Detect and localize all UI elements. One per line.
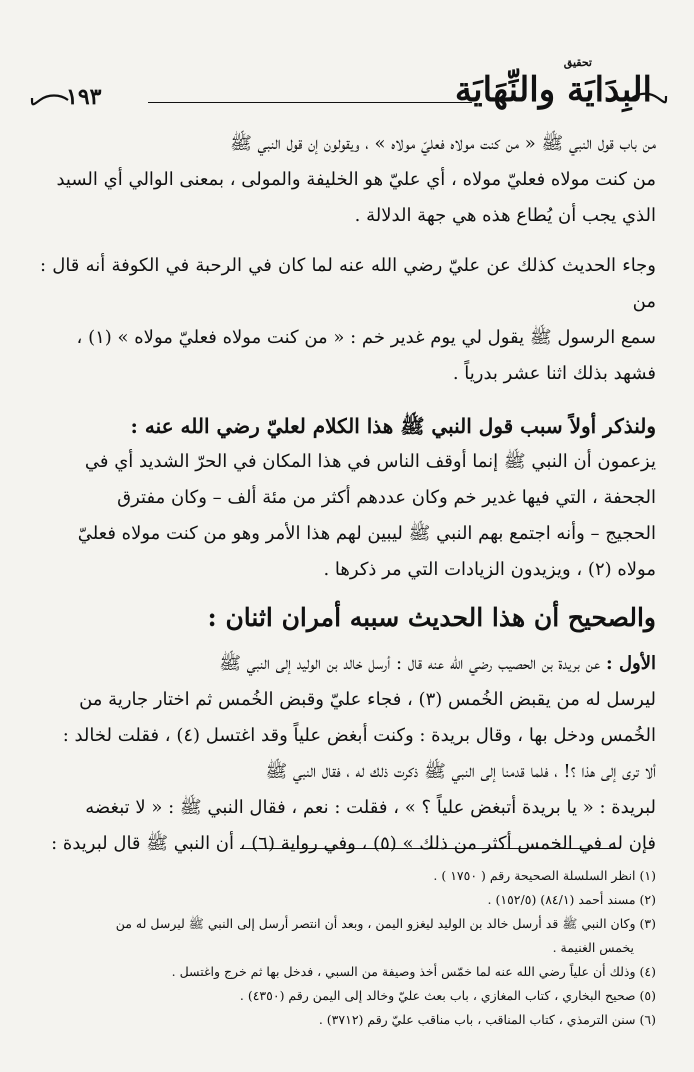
paragraph-3: [40, 444, 656, 588]
header-rule: [148, 102, 472, 103]
line: الجحفة ، التي فيها غدير خم وكان عددهم أكثر من مئة ألف – وكان مفترق: [117, 487, 656, 508]
line: فإن له في الخمس أكثر من ذلك » (٥) ، وفي رواية (٦) ، أن النبي ﷺ قال لبريدة :: [51, 833, 656, 854]
paragraph-4: [40, 646, 656, 862]
footnote-continuation: يخمس الغنيمة .: [552, 940, 634, 955]
book-title: البِدَايَة والنِّهَايَة: [454, 70, 652, 110]
footnote: (٦) سنن الترمذي ، كتاب المناقب ، باب مناقب عليّ رقم (٣٧١٢) .: [318, 1012, 656, 1027]
line: لبريدة : « يا بريدة أتبغض علياً ؟ » ، فقلت : نعم ، فقال النبي ﷺ : « لا تبغضه: [85, 797, 656, 818]
footnote: (٢) مسند أحمد (٨٤/١) (١٥٢/٥) .: [487, 892, 656, 907]
footnote: (٣) وكان النبي ﷺ قد أرسل خالد بن الوليد ليغزو اليمن ، وبعد أن انتصر أرسل إلى النبي ﷺ ليرسل له من: [115, 916, 656, 931]
line: الذي يجب أن يُطاع هذه هي جهة الدلالة .: [354, 205, 656, 226]
line: ألا ترى إلى هذا ؟! ، فلما قدمنا إلى النبي ﷺ ذكرت ذلك له ، فقال النبي ﷺ: [265, 761, 656, 782]
line: سمع الرسول ﷺ يقول لي يوم غدير خم : « من كنت مولاه فعليّ مولاه » (١) ،: [76, 327, 656, 348]
line: مولاه (٢) ، ويزيدون الزيادات التي مر ذكرها .: [323, 559, 656, 580]
line: من باب قول النبي ﷺ « من كنت مولاه فعليّ مولاه » ، ويقولون إن قول النبي ﷺ: [230, 133, 656, 154]
running-header: [30, 56, 662, 126]
line: ليرسل له من يقبض الخُمس (٣) ، فجاء عليّ وقبض الخُمس ثم اختار جارية من: [79, 689, 656, 710]
footnote-separator: [240, 848, 620, 849]
line: الحجيج – وأنه اجتمع بهم النبي ﷺ ليبين لهم هذا الأمر وهو من كنت مولاه فعليّ: [77, 523, 656, 544]
section-heading: ولنذكر أولاً سبب قول النبي ﷺ هذا الكلام لعليّ رضي الله عنه :: [130, 414, 656, 438]
page-number: ١٩٣: [66, 84, 102, 110]
line: فشهد بذلك اثنا عشر بدرياً .: [452, 363, 656, 384]
line: عن بريدة بن الحصيب رضي الله عنه قال : أرسل خالد بن الوليد إلى النبي ﷺ: [219, 653, 601, 674]
paragraph-2: [40, 248, 656, 392]
line: الخُمس ودخل بها ، وقال بريدة : وكنت أبغض علياً وقد اغتسل (٤) ، فقلت لخالد :: [62, 725, 656, 746]
footnotes: [40, 864, 656, 1032]
footnote: (١) انظر السلسلة الصحيحة رقم ( ١٧٥٠ ) .: [433, 868, 656, 883]
paragraph-1: [40, 126, 656, 234]
line: يزعمون أن النبي ﷺ إنما أوقف الناس في هذا المكان في الحرّ الشديد أي في: [84, 451, 656, 472]
footnote: (٤) وذلك أن علياً رضي الله عنه لما خمّس أخذ وصيفة من السبي ، فدخل بها ثم خرج واغتسل .: [171, 964, 656, 979]
line: وجاء الحديث كذلك عن عليّ رضي الله عنه لما كان في الرحبة في الكوفة أنه قال : من: [40, 255, 656, 312]
header-ornament-left: [30, 92, 70, 108]
point-label: الأول :: [606, 653, 656, 674]
line: من كنت مولاه فعليّ مولاه ، أي عليّ هو الخليفة والمولى ، بمعنى الوالي أي السيد: [56, 169, 656, 190]
major-heading: والصحيح أن هذا الحديث سببه أمران اثنان :: [207, 603, 656, 632]
main-text: [40, 126, 656, 862]
footnote: (٥) صحيح البخاري ، كتاب المغازي ، باب بعث عليّ وخالد إلى اليمن رقم (٤٣٥٠) .: [239, 988, 656, 1003]
header-kicker: تحقيق: [563, 56, 592, 69]
